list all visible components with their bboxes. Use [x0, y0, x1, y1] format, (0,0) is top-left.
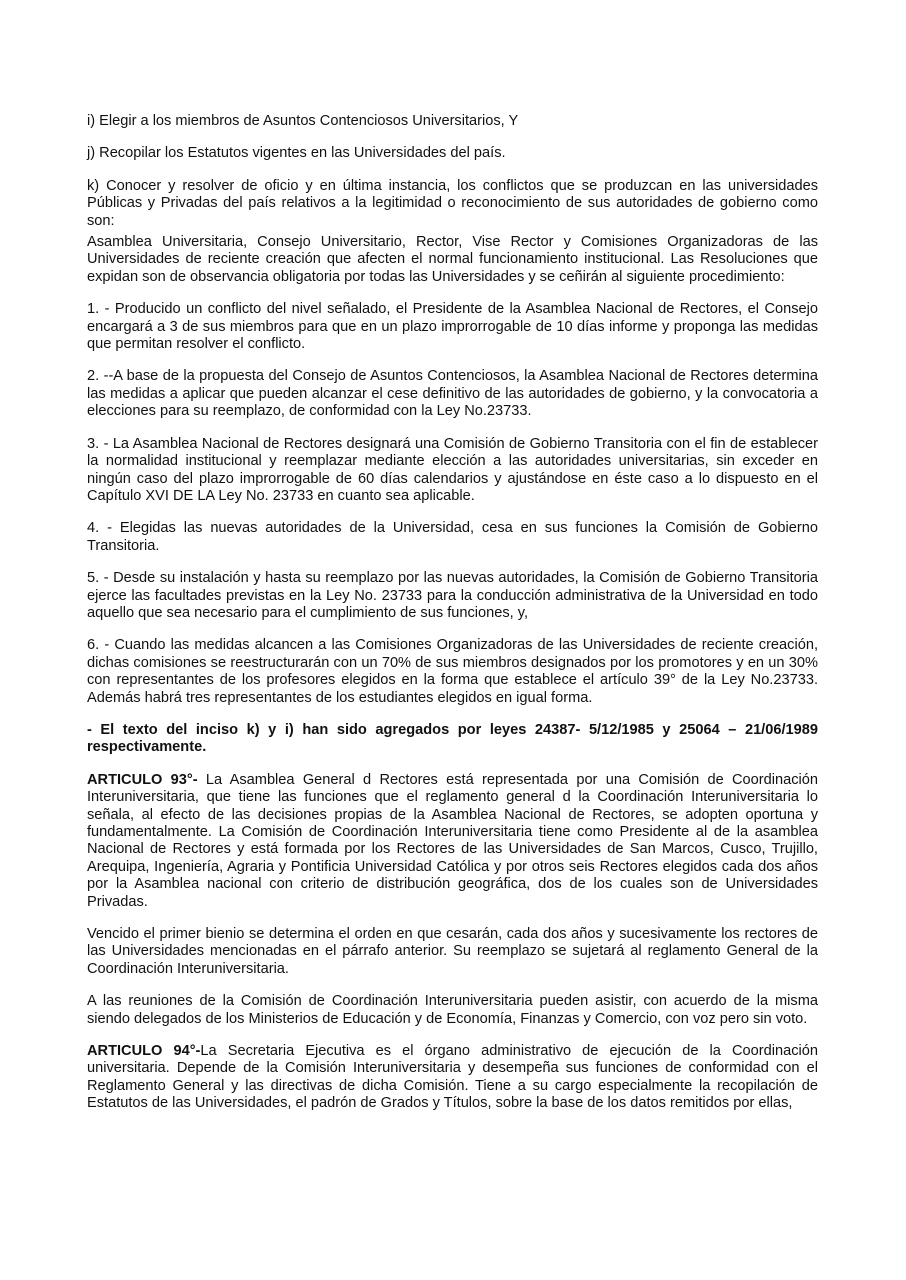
paragraph-k: k) Conocer y resolver de oficio y en última instancia, los conflictos que se produzcan en las universidades Públicas y Privadas del país relativos a la legitimidad o reconocimiento de sus autoridades de gobierno como son:: [87, 177, 818, 229]
procedure-item-6: 6. - Cuando las medidas alcancen a las Comisiones Organizadoras de las Universidades de reciente creación, dichas comisiones se reestructurarán con un 70% de sus miembros designados por los promotores y en un 30% con representantes de los profesores elegidos en la forma que establece el artículo 39° de la Ley No.23733. Además habrá tres representantes de los estudiantes elegidos en igual forma.: [87, 637, 818, 706]
article-93-label: ARTICULO 93°-: [87, 771, 198, 788]
paragraph-vencido: Vencido el primer bienio se determina el orden en que cesarán, cada dos años y sucesivamente los rectores de las Universidades mencionadas en el párrafo anterior. Su reemplazo se sujetará al reglamento General de la Coordinación Interuniversitaria.: [87, 926, 818, 977]
amendment-note: - El texto del inciso k) y i) han sido agregados por leyes 24387- 5/12/1985 y 25064 – 21/06/1989 respectivamente.: [87, 721, 818, 756]
article-93: [87, 772, 818, 911]
article-94-text: La Secretaria Ejecutiva es el órgano administrativo de ejecución de la Coordinación universitaria. Depende de la Comisión Interuniversitaria y desempeña sus funciones de conformidad con el Reglamento General y las directivas de dicha Comisión. Tiene a su cargo especialmente la recopilación de Estatutos de las Universidades, el padrón de Grados y Títulos, sobre la base de los datos remitidos por ellas,: [87, 1043, 818, 1112]
procedure-item-1: 1. - Producido un conflicto del nivel señalado, el Presidente de la Asamblea Nacional de Rectores, el Consejo encargará a 3 de sus miembros para que en un plazo improrrogable de 10 días informe y proponga las medidas que permitan resolver el conflicto.: [87, 301, 818, 353]
procedure-item-5: 5. - Desde su instalación y hasta su reemplazo por las nuevas autoridades, la Comisión de Gobierno Transitoria ejerce las facultades previstas en la Ley No. 23733 para la conducción administrativa de la Universidad en todo aquello que sea necesario para el cumplimiento de sus funciones, y,: [87, 570, 818, 621]
article-94-label: ARTICULO 94°-: [87, 1043, 201, 1060]
document-page: [87, 113, 818, 1128]
paragraph-i: i) Elegir a los miembros de Asuntos Contenciosos Universitarios, Y: [87, 113, 519, 129]
procedure-item-2: 2. --A base de la propuesta del Consejo de Asuntos Contenciosos, la Asamblea Nacional de Rectores determina las medidas a aplicar que pueden alcanzar el cese definitivo de las autoridades de gobierno, y la convocatoria a elecciones para su reemplazo, de conformidad con la Ley No.23733.: [87, 368, 818, 420]
article-94: [87, 1043, 818, 1113]
paragraph-reuniones: A las reuniones de la Comisión de Coordinación Interuniversitaria pueden asistir, con acuerdo de la misma siendo delegados de los Ministerios de Educación y de Economía, Finanzas y Comercio, con voz pero sin voto.: [87, 993, 818, 1027]
article-93-text: La Asamblea General d Rectores está representada por una Comisión de Coordinación Interuniversitaria, que tiene las funciones que el reglamento general d la Coordinación Interuniversitaria lo señala, al efecto de las decisiones propias de la Asamblea Nacional de Rectores, se adopten oportuna y fundamentalmente. La Comisión de Coordinación Interuniversitaria tiene como Presidente al de la asamblea Nacional de Rectores y está formada por los Rectores de las Universidades de San Marcos, Cusco, Trujillo, Arequipa, Ingeniería, Agraria y Pontificia Universidad Católica y por otros seis Rectores elegidos cada dos años por la Asamblea nacional con criterio de distribución geográfica, dos de los cuales son de Universidades Privadas.: [87, 771, 819, 910]
procedure-item-3: 3. - La Asamblea Nacional de Rectores designará una Comisión de Gobierno Transitoria con el fin de establecer la normalidad institucional y reemplazar mediante elección a las autoridades universitarias, sin exceder en ningún caso del plazo improrrogable de 60 días calendarios y ajustándose en éste caso a lo dispuesto en el Capítulo XVI DE LA Ley No. 23733 en cuanto sea aplicable.: [87, 435, 818, 504]
procedure-item-4: 4. - Elegidas las nuevas autoridades de la Universidad, cesa en sus funciones la Comisión de Gobierno Transitoria.: [87, 520, 818, 554]
paragraph-asamblea: Asamblea Universitaria, Consejo Universitario, Rector, Vise Rector y Comisiones Organizadoras de las Universidades de reciente creación que afecten el normal funcionamiento institucional. Las Resoluciones que expidan son de observancia obligatoria por todas las Universidades y se ceñirán al siguiente procedimiento:: [87, 234, 818, 285]
paragraph-j: j) Recopilar los Estatutos vigentes en las Universidades del país.: [87, 145, 506, 162]
